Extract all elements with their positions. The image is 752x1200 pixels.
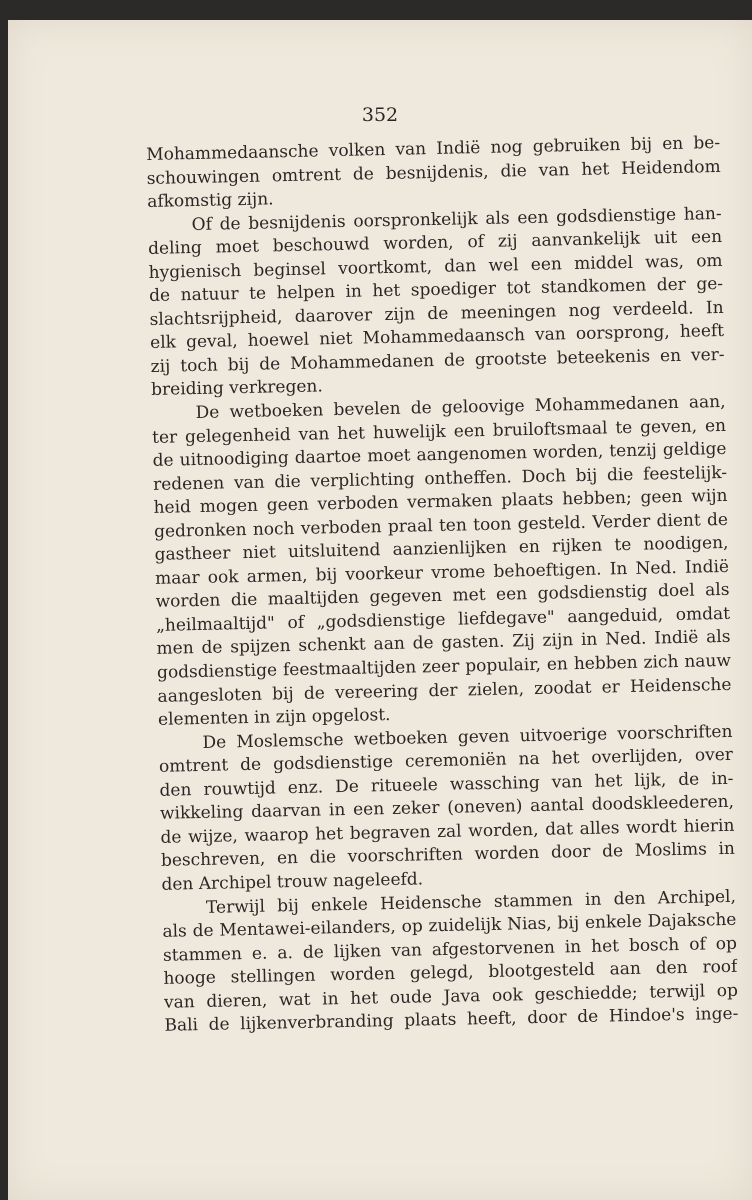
text-line: De wetboeken bevelen de geloovige Mohammedanen aan, (195, 391, 726, 424)
text-line: afkomstig zijn. (147, 189, 274, 213)
text-line: Bali de lijkenverbranding plaats heeft, door de Hindoe's inge- (164, 1004, 739, 1037)
body-text (146, 132, 739, 1039)
text-line: hooge stellingen worden gelegd, blootgesteld aan den roof (163, 956, 738, 989)
text-line: Terwijl bij enkele Heidensche stammen in den Archipel, (205, 886, 737, 918)
text-line: slachtsrijpheid, daarover zijn de meeningen nog verdeeld. In (149, 297, 724, 330)
text-line: aangesloten bij de vereering der zielen, zoodat er Heidensche (157, 674, 732, 707)
text-line: gedronken noch verboden praal ten toon gesteld. Verder dient de (153, 509, 729, 542)
text-line: elk geval, hoewel niet Mohammedaansch van oorsprong, heeft (149, 321, 725, 354)
text-line: men de spijzen schenkt aan de gasten. Zij zijn in Ned. Indië als (156, 627, 731, 660)
text-line: elementen in zijn opgelost. (157, 705, 391, 730)
text-line: heid mogen geen verboden vermaken plaats hebben; geen wijn (153, 486, 728, 519)
text-line: redenen van die verplichting ontheffen. Doch bij die feestelijk- (152, 462, 728, 495)
text-line: gastheer niet uitsluitend aanzienlijken en rijken te noodigen, (154, 533, 729, 566)
text-line: worden die maaltijden gegeven met een godsdienstig doel als (155, 580, 730, 613)
text-line: Mohammedaansche volken van Indië nog gebruiken bij en be- (146, 132, 721, 165)
text-line: Of de besnijdenis oorspronkelijk als een godsdienstige han- (191, 203, 722, 235)
text-line: de natuur te helpen in het spoediger tot standkomen der ge- (148, 274, 724, 307)
text-line: schouwingen omtrent de besnijdenis, die van het Heidendom (146, 156, 721, 189)
text-line: beschreven, en die voorschriften worden door de Moslims in (160, 839, 736, 872)
text-line: deling moet beschouwd worden, of zij aanvankelijk uit een (147, 227, 723, 260)
text-line: hygienisch beginsel voortkomt, dan wel een middel was, om (148, 250, 723, 283)
text-line: zij toch bij de Mohammedanen de grootste beteekenis en ver- (150, 344, 725, 377)
text-line: ter gelegenheid van het huwelijk een bruiloftsmaal te geven, en (151, 415, 727, 448)
text-line: als de Mentawei-eilanders, op zuidelijk Nias, bij enkele Dajaksche (162, 909, 737, 942)
text-line: den Archipel trouw nageleefd. (161, 869, 424, 895)
text-line: omtrent de godsdienstige ceremoniën na het overlijden, over (158, 745, 734, 778)
text-line: breiding verkregen. (150, 376, 323, 401)
text-line: wikkeling daarvan in een zeker (oneven) aantal doodskleederen, (159, 792, 735, 825)
text-line: „heilmaaltijd" of „godsdienstige liefdegave" aangeduid, omdat (155, 603, 731, 636)
text-line: stammen e. a. de lijken van afgestorvenen in het bosch of op (162, 933, 738, 966)
text-line: van dieren, wat in het oude Java ook geschiedde; terwijl op (163, 980, 739, 1013)
text-line: godsdienstige feestmaaltijden zeer populair, en hebben zich nauw (156, 650, 732, 683)
text-line: den rouwtijd enz. De ritueele wassching van het lijk, de in- (159, 768, 734, 801)
text-line: de wijze, waarop het begraven zal worden, dat alles wordt hierin (160, 815, 735, 848)
page-number: 352 (361, 104, 399, 126)
text-line: de uitnoodiging daartoe moet aangenomen worden, tenzij geldige (152, 439, 727, 472)
text-line: De Moslemsche wetboeken geven uitvoerige voorschriften (202, 721, 733, 753)
book-page (8, 20, 752, 1200)
text-line: maar ook armen, bij voorkeur vrome behoeftigen. In Ned. Indië (154, 556, 730, 589)
